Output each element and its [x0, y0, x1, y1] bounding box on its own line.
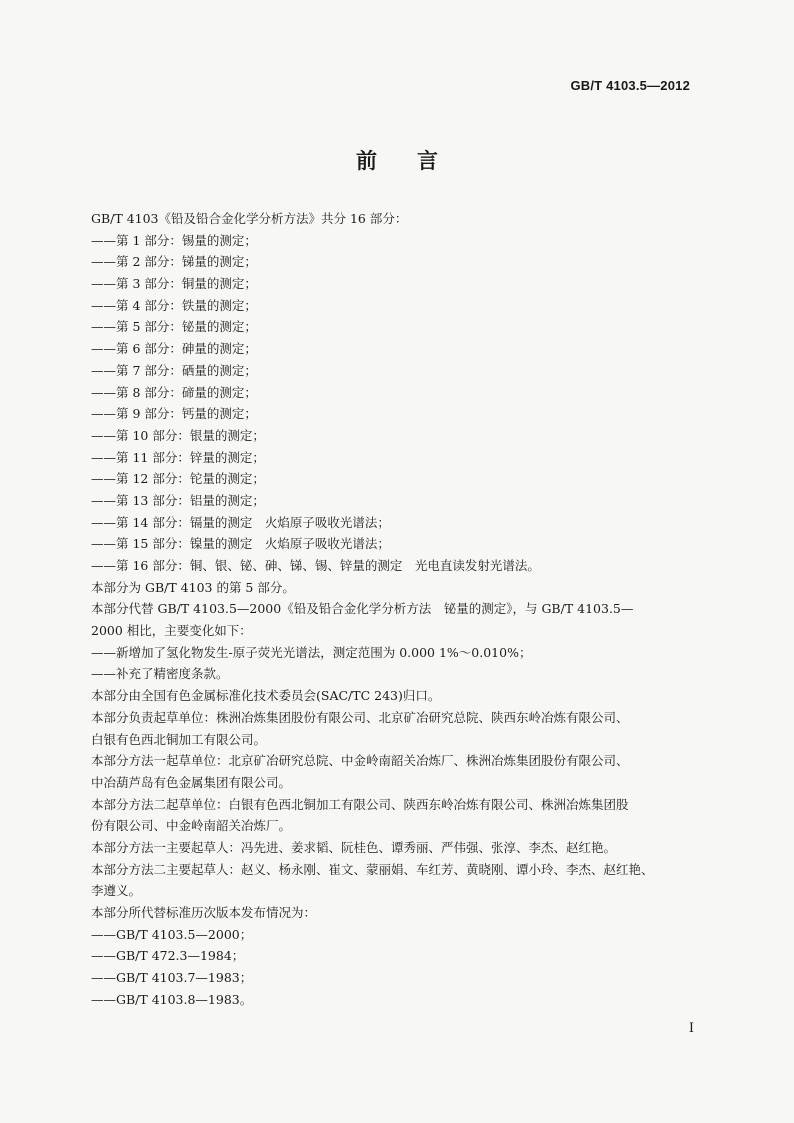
history-item: ——GB/T 4103.8—1983。 [91, 991, 253, 1007]
part-item: ——第 4 部分：铁量的测定； [91, 297, 257, 313]
part-item: ——第 8 部分：碲量的测定； [91, 384, 257, 400]
part-item: ——第 14 部分：镉量的测定 火焰原子吸收光谱法； [91, 514, 390, 530]
responsible-units-line-2: 白银有色西北铜加工有限公司。 [91, 731, 267, 747]
history-item: ——GB/T 4103.7—1983； [91, 970, 253, 986]
part-item: ——第 7 部分：硒量的测定； [91, 362, 257, 378]
part-item: ——第 13 部分：铝量的测定； [91, 492, 265, 508]
title-char-2: 言 [417, 149, 438, 173]
part-item: ——第 10 部分：银量的测定； [91, 427, 265, 443]
method2-units-line-2: 份有限公司、中金岭南韶关冶炼厂。 [91, 818, 292, 834]
history-item: ——GB/T 472.3—1984； [91, 948, 245, 964]
replace-statement-line-2: 2000 相比，主要变化如下： [91, 623, 252, 639]
part-item: ——第 16 部分：铜、银、铋、砷、锑、锡、锌量的测定 光电直读发射光谱法。 [91, 558, 540, 573]
history-intro: 本部分所代替标准历次版本发布情况为： [91, 905, 317, 920]
method2-drafters-line-1: 本部分方法二主要起草人：赵义、杨永刚、崔文、蒙丽娟、车红芳、黄晓刚、谭小玲、李杰、赵红艳、 [91, 861, 654, 877]
part-item: ——第 9 部分：钙量的测定； [91, 406, 257, 422]
title-char-1: 前 [356, 149, 377, 173]
change-item: ——补充了精密度条款。 [91, 666, 229, 682]
method1-drafters: 本部分方法一主要起草人：冯先进、姜求韬、阮桂色、谭秀丽、严伟强、张淳、李杰、赵红艳。 [91, 839, 617, 855]
intro-line: GB/T 4103《铅及铅合金化学分析方法》共分 16 部分： [91, 211, 408, 226]
part-item: ——第 11 部分：锌量的测定； [91, 449, 265, 465]
method2-drafters-line-2: 李遵义。 [91, 883, 142, 899]
statement-part: 本部分为 GB/T 4103 的第 5 部分。 [91, 579, 295, 595]
page-title [0, 145, 794, 175]
method1-units-line-1: 本部分方法一起草单位：北京矿冶研究总院、中金岭南韶关冶炼厂、株洲冶炼集团股份有限公司、 [91, 753, 629, 769]
replace-statement-line-1: 本部分代替 GB/T 4103.5—2000《铅及铅合金化学分析方法 铋量的测定》，与 GB/T 4103.5— [91, 601, 634, 617]
part-item: ——第 3 部分：铜量的测定； [91, 276, 257, 292]
method1-units-line-2: 中冶葫芦岛有色金属集团有限公司。 [91, 774, 292, 790]
part-item: ——第 12 部分：铊量的测定； [91, 471, 265, 487]
history-item: ——GB/T 4103.5—2000； [91, 926, 253, 942]
part-item: ——第 2 部分：锑量的测定； [91, 254, 257, 270]
standard-code: GB/T 4103.5—2012 [570, 78, 690, 93]
part-item: ——第 5 部分：铋量的测定； [91, 319, 257, 335]
page-number: I [688, 1021, 694, 1036]
method2-units-line-1: 本部分方法二起草单位：白银有色西北铜加工有限公司、陕西东岭冶炼有限公司、株洲冶炼集团股 [91, 796, 629, 812]
part-item: ——第 1 部分：锡量的测定； [91, 232, 257, 248]
foreword-body [91, 208, 697, 1010]
committee-statement: 本部分由全国有色金属标准化技术委员会(SAC/TC 243)归口。 [91, 688, 441, 704]
responsible-units-line-1: 本部分负责起草单位：株洲冶炼集团股份有限公司、北京矿冶研究总院、陕西东岭冶炼有限公司、 [91, 709, 629, 725]
part-item: ——第 15 部分：镍量的测定 火焰原子吸收光谱法； [91, 536, 390, 552]
change-item: ——新增加了氢化物发生-原子荧光光谱法，测定范围为 0.000 1%～0.010%； [91, 644, 532, 660]
part-item: ——第 6 部分：砷量的测定； [91, 341, 257, 357]
